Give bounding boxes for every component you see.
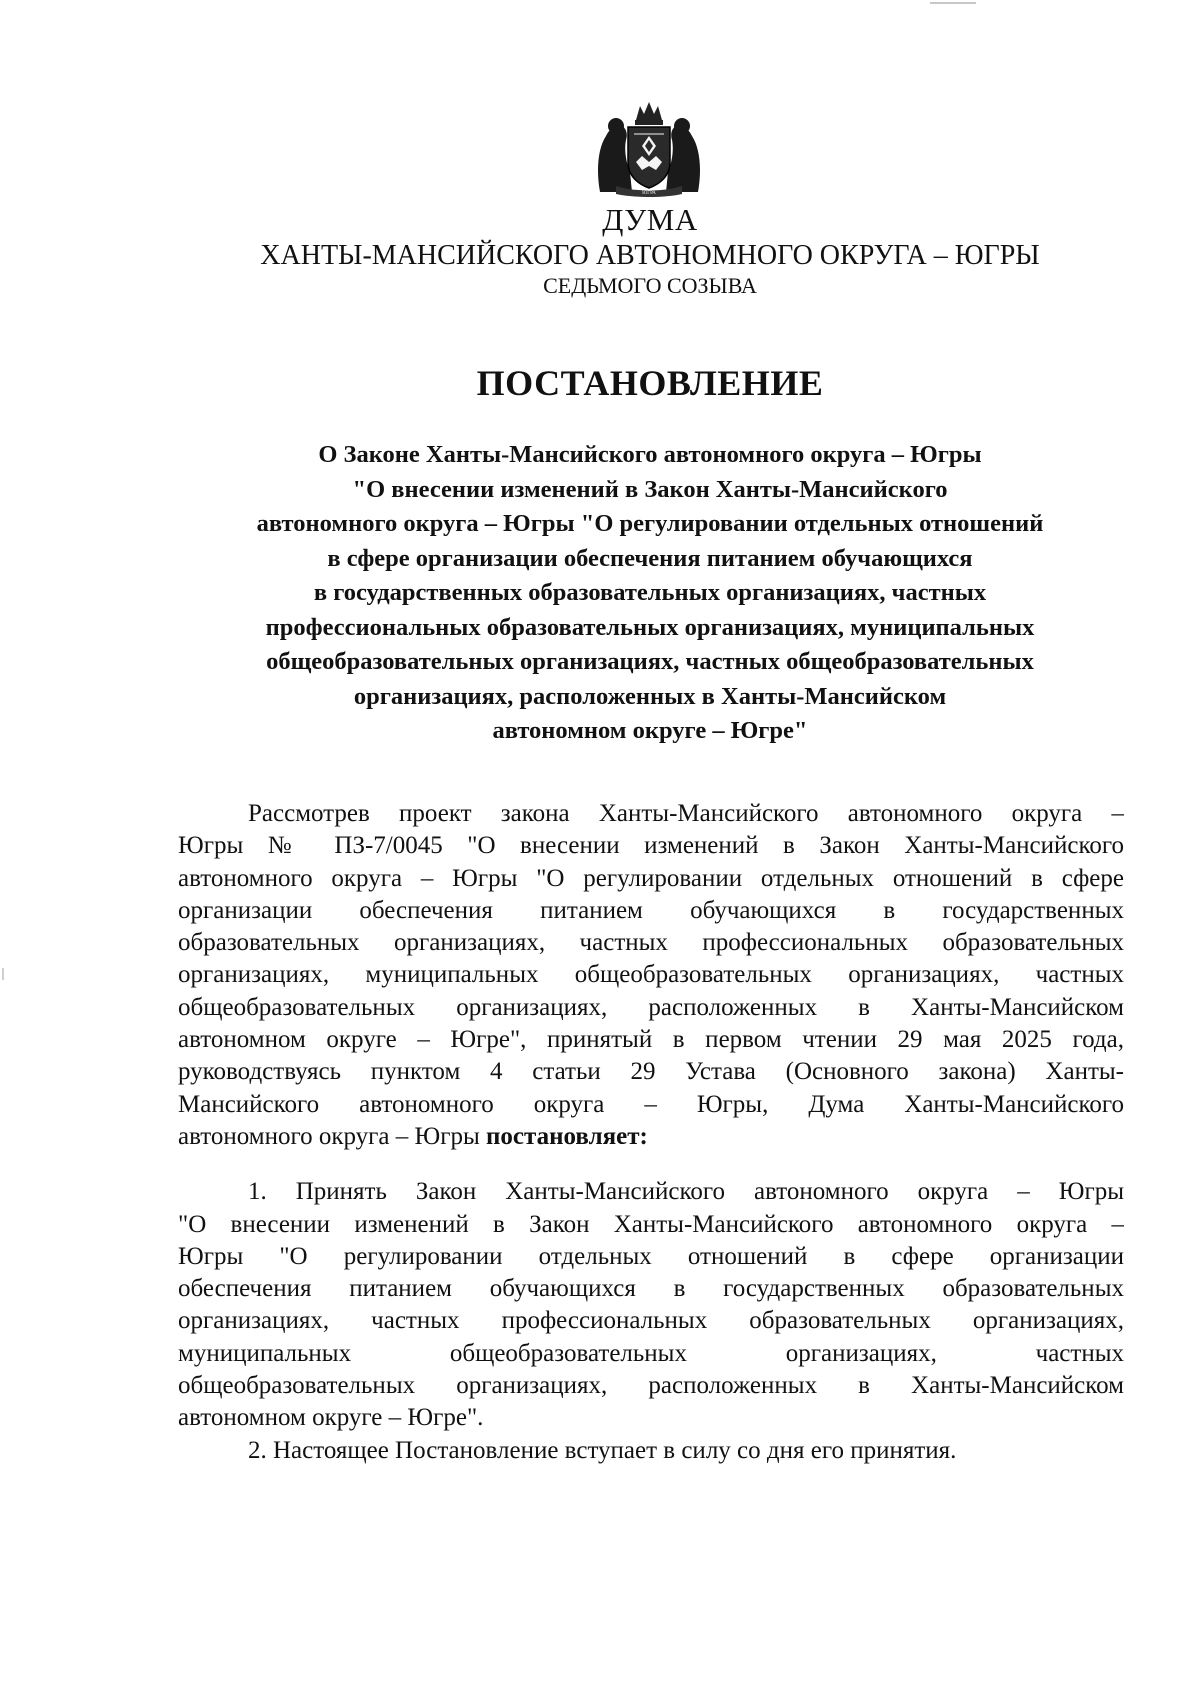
convocation-label: СЕДЬМОГО СОЗЫВА [543,273,757,298]
body-line: руководствуясь пунктом 4 статьи 29 Устава (Основного закона) Ханты- [178,1058,1124,1086]
svg-text:ЮГРА: ЮГРА [642,191,656,196]
body-line: общеобразовательных организациях, расположенных в Ханты-Мансийском [178,1372,1124,1400]
resolves-word: постановляет: [486,1122,648,1150]
title-line: общеобразовательных организациях, частных общеобразовательных [266,648,1034,675]
item-1-paragraph [178,1176,1124,1434]
body-line: организациях, муниципальных общеобразовательных организациях, частных [178,961,1124,989]
document-title [100,438,1200,749]
body-line: Рассмотрев проект закона Ханты-Мансийского автономного округа – [248,800,1124,827]
body-line: "О внесении изменений в Закон Ханты-Мансийского автономного округа – [178,1210,1124,1238]
body-line-text: автономного округа – Югры [178,1122,487,1150]
organization-name: ДУМА [602,202,698,237]
scan-artifact [930,2,976,4]
paragraph-gap [178,1153,1124,1176]
title-line: в государственных образовательных организациях, частных [313,579,987,606]
region-name: ХАНТЫ-МАНСИЙСКОГО АВТОНОМНОГО ОКРУГА – ЮГРЫ [260,240,1040,271]
body-line: Мансийского автономного округа – Югры, Дума Ханты-Мансийского [178,1090,1124,1118]
body-line: организациях, частных профессиональных образовательных организациях, [178,1307,1124,1335]
body-line: общеобразовательных организациях, расположенных в Ханты-Мансийском [178,993,1124,1021]
coat-of-arms-icon [594,100,704,198]
body-line: Югры № ПЗ-7/0045 "О внесении изменений в Закон Ханты-Мансийского [178,832,1124,860]
title-line: "О внесении изменений в Закон Ханты-Мансийского [352,475,948,503]
body-line: обеспечения питанием обучающихся в государственных образовательных [178,1275,1124,1303]
body-line [178,1121,1124,1153]
scan-artifact [2,968,4,980]
preamble-paragraph [178,798,1124,1153]
title-line: автономном округе – Югре" [492,717,808,744]
title-line: профессиональных образовательных организациях, муниципальных [265,613,1035,641]
body-line: Югры "О регулировании отдельных отношений в сфере организации [178,1242,1124,1270]
title-line: организациях, расположенных в Ханты-Мансийском [353,682,947,710]
body-line: автономном округе – Югре". [178,1404,484,1432]
body-line: организации обеспечения питанием обучающихся в государственных [178,896,1124,924]
body-line: 1. Принять Закон Ханты-Мансийского автономного округа – Югры [248,1178,1124,1206]
body-line: образовательных организациях, частных профессиональных образовательных [178,929,1124,957]
document-type-heading: ПОСТАНОВЛЕНИЕ [476,363,824,403]
body-line: автономном округе – Югре", принятый в первом чтении 29 мая 2025 года, [178,1026,1124,1054]
body-line: муниципальных общеобразовательных организациях, частных [178,1339,1124,1367]
item-2-paragraph: 2. Настоящее Постановление вступает в силу со дня его принятия. [248,1436,957,1464]
document-body [178,798,1124,1467]
title-line: О Законе Ханты-Мансийского автономного округа – Югры [318,441,982,468]
title-line: в сфере организации обеспечения питанием обучающихся [327,544,973,572]
title-line: автономного округа – Югры "О регулировании отдельных отношений [256,510,1044,537]
body-line: автономного округа – Югры "О регулировании отдельных отношений в сфере [178,864,1124,892]
